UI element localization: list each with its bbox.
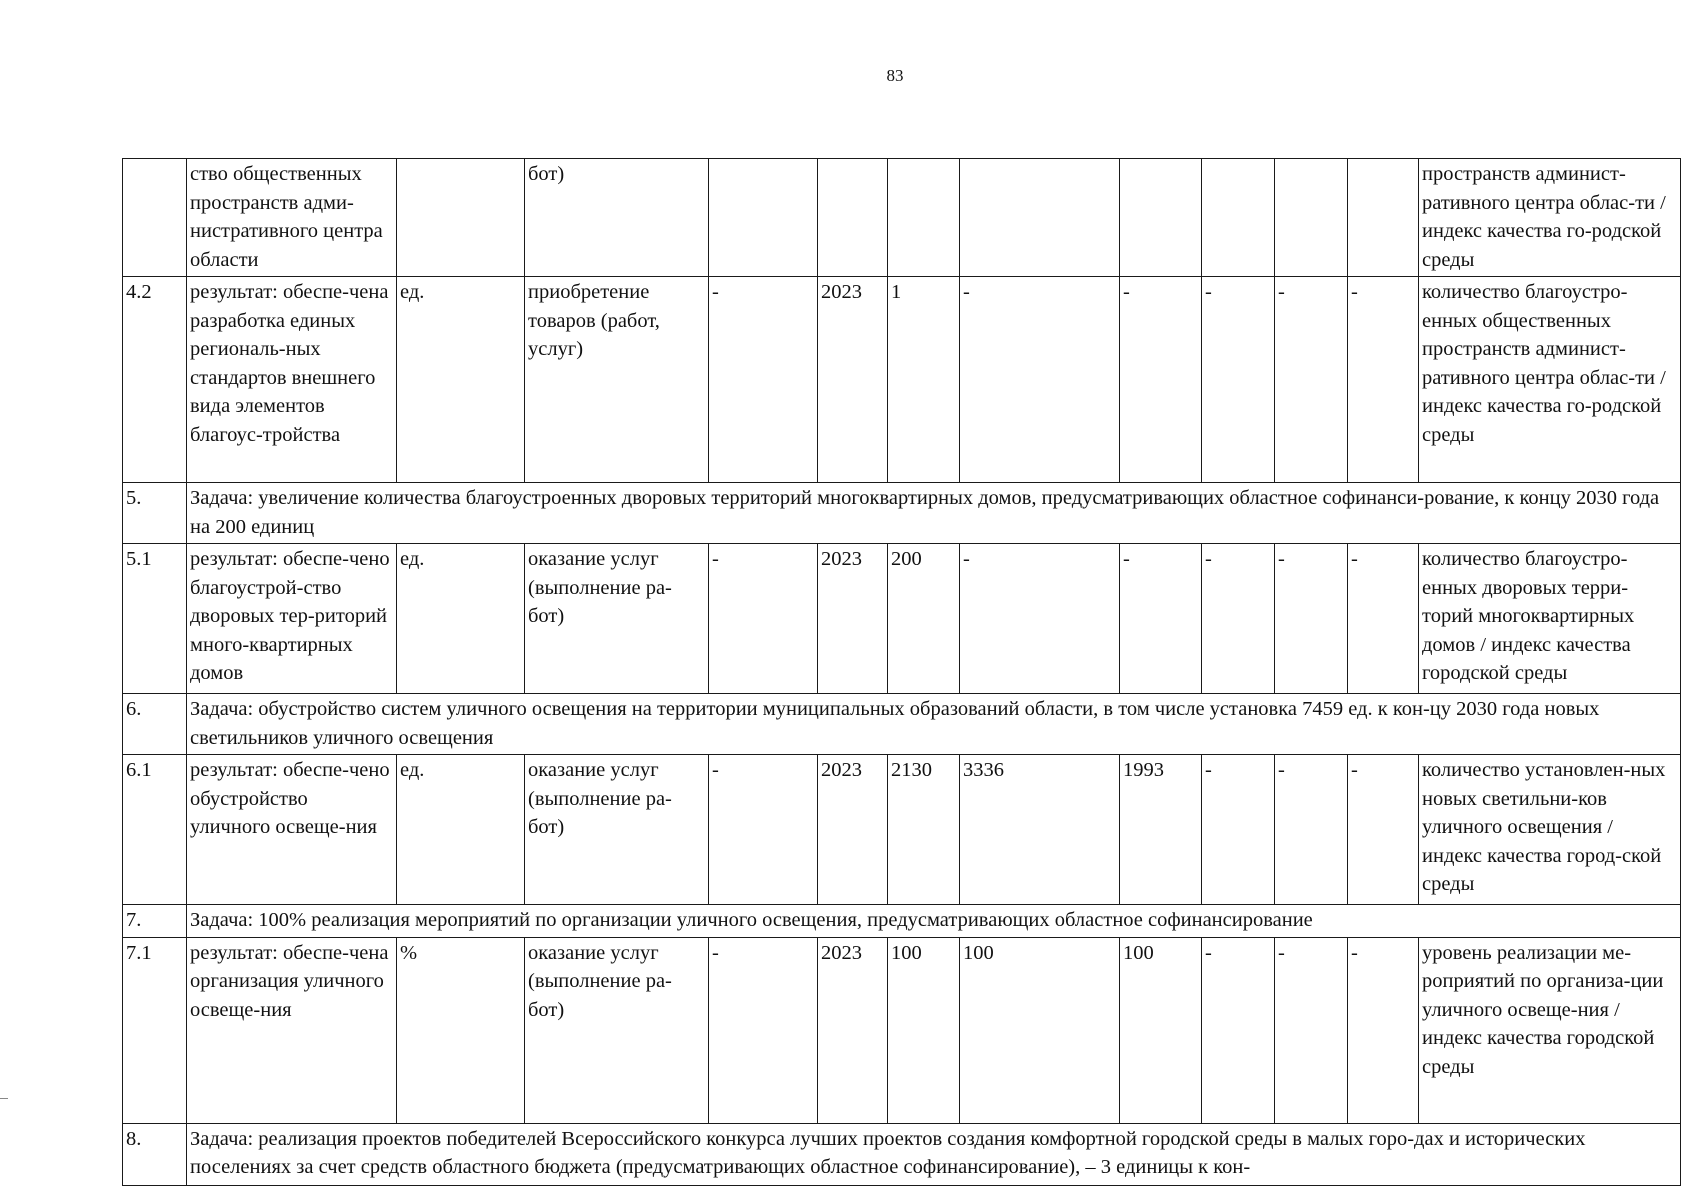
value-2026: 100	[1120, 937, 1202, 1123]
table-row	[123, 755, 1681, 905]
activity-type: приобретение товаров (работ, услуг)	[525, 277, 709, 483]
value-2027: -	[1202, 937, 1275, 1123]
base-year: 2023	[818, 937, 888, 1123]
base-value	[709, 159, 818, 277]
row-number	[123, 159, 187, 277]
base-value: -	[709, 544, 818, 694]
table-row	[123, 277, 1681, 483]
table-row	[123, 544, 1681, 694]
task-row	[123, 905, 1681, 938]
table-body	[123, 159, 1681, 1186]
value-2024: 1	[888, 277, 960, 483]
value-2029: -	[1348, 755, 1419, 905]
linked-indicator: уровень реализации ме-роприятий по организа-ции уличного освеще-ния / индекс качества городской среды	[1419, 937, 1681, 1123]
task-number: 7.	[123, 905, 187, 938]
task-number: 5.	[123, 483, 187, 544]
base-year	[818, 159, 888, 277]
value-2026: -	[1120, 544, 1202, 694]
indicators-table	[122, 158, 1681, 1186]
result-description: результат: обеспе-чено обустройство уличного освеще-ния	[187, 755, 397, 905]
value-2025: 100	[960, 937, 1120, 1123]
linked-indicator: количество установлен-ных новых светильни-ков уличного освещения / индекс качества город-ской среды	[1419, 755, 1681, 905]
result-description: ство общественных пространств адми-нистративного центра области	[187, 159, 397, 277]
value-2027: -	[1202, 544, 1275, 694]
page-number: 83	[886, 66, 904, 85]
unit: ед.	[397, 544, 525, 694]
result-description: результат: обеспе-чена организация уличного освеще-ния	[187, 937, 397, 1123]
value-2026: 1993	[1120, 755, 1202, 905]
task-text: Задача: увеличение количества благоустроенных дворовых территорий многоквартирных домов, предусматривающих областное софинанси-рование, к концу 2030 года на 200 единиц	[187, 483, 1681, 544]
unit: ед.	[397, 277, 525, 483]
task-number: 6.	[123, 694, 187, 755]
result-description: результат: обеспе-чено благоустрой-ство дворовых тер-риторий много-квартирных домов	[187, 544, 397, 694]
activity-type: оказание услуг (выполнение ра-бот)	[525, 937, 709, 1123]
value-2024: 200	[888, 544, 960, 694]
result-description: результат: обеспе-чена разработка единых региональ-ных стандартов внешнего вида элементов благоус-тройства	[187, 277, 397, 483]
activity-type: оказание услуг (выполнение ра-бот)	[525, 755, 709, 905]
base-value: -	[709, 937, 818, 1123]
row-number: 6.1	[123, 755, 187, 905]
task-text: Задача: 100% реализация мероприятий по организации уличного освещения, предусматривающих областное софинансирование	[187, 905, 1681, 938]
activity-type: бот)	[525, 159, 709, 277]
base-year: 2023	[818, 755, 888, 905]
value-2028: -	[1275, 937, 1348, 1123]
value-2027	[1202, 159, 1275, 277]
value-2029: -	[1348, 544, 1419, 694]
base-value: -	[709, 755, 818, 905]
task-row	[123, 483, 1681, 544]
base-year: 2023	[818, 277, 888, 483]
value-2027: -	[1202, 277, 1275, 483]
unit: ед.	[397, 755, 525, 905]
task-row	[123, 1123, 1681, 1185]
unit	[397, 159, 525, 277]
value-2025: 3336	[960, 755, 1120, 905]
row-number: 4.2	[123, 277, 187, 483]
linked-indicator: количество благоустро-енных общественных пространств админист-ративного центра облас-ти / индекс качества го-родской среды	[1419, 277, 1681, 483]
value-2024: 100	[888, 937, 960, 1123]
task-text: Задача: обустройство систем уличного освещения на территории муниципальных образований области, в том числе установка 7459 ед. к кон-цу 2030 года новых светильников уличного освещения	[187, 694, 1681, 755]
value-2029	[1348, 159, 1419, 277]
value-2025: -	[960, 544, 1120, 694]
unit: %	[397, 937, 525, 1123]
margin-mark	[0, 1098, 8, 1099]
table-row	[123, 159, 1681, 277]
table-row	[123, 937, 1681, 1123]
task-row	[123, 694, 1681, 755]
row-number: 7.1	[123, 937, 187, 1123]
value-2029: -	[1348, 937, 1419, 1123]
linked-indicator: пространств админист-ративного центра облас-ти / индекс качества го-родской среды	[1419, 159, 1681, 277]
value-2024	[888, 159, 960, 277]
value-2026: -	[1120, 277, 1202, 483]
value-2024: 2130	[888, 755, 960, 905]
base-value: -	[709, 277, 818, 483]
activity-type: оказание услуг (выполнение ра-бот)	[525, 544, 709, 694]
task-number: 8.	[123, 1123, 187, 1185]
value-2025: -	[960, 277, 1120, 483]
value-2025	[960, 159, 1120, 277]
value-2028: -	[1275, 544, 1348, 694]
task-text: Задача: реализация проектов победителей Всероссийского конкурса лучших проектов создания комфортной городской среды в малых горо-дах и исторических поселениях за счет средств областного бюджета (предусматривающих областное софинансирование), – 3 единицы к кон-	[187, 1123, 1681, 1185]
value-2028: -	[1275, 277, 1348, 483]
base-year: 2023	[818, 544, 888, 694]
value-2028: -	[1275, 755, 1348, 905]
value-2029: -	[1348, 277, 1419, 483]
value-2027: -	[1202, 755, 1275, 905]
value-2028	[1275, 159, 1348, 277]
linked-indicator: количество благоустро-енных дворовых терри-торий многоквартирных домов / индекс качества городской среды	[1419, 544, 1681, 694]
value-2026	[1120, 159, 1202, 277]
row-number: 5.1	[123, 544, 187, 694]
